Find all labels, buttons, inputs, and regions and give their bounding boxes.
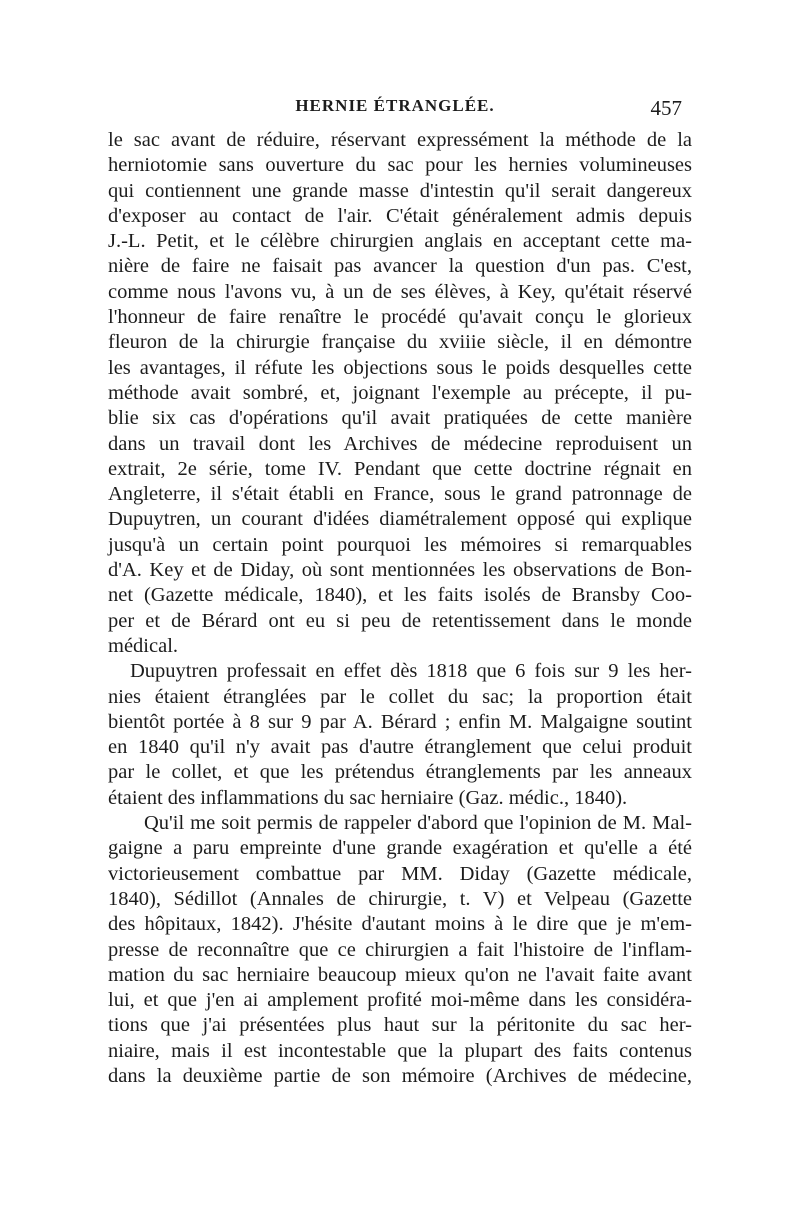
text-line: 1840), Sédillot (Annales de chirurgie, t. V) et Velpeau (Gazette xyxy=(108,887,692,910)
text-line: victorieusement combattue par MM. Diday (Gazette médicale, xyxy=(108,862,692,885)
page-header xyxy=(108,96,682,126)
text-line: qui contiennent une grande masse d'intestin qu'il serait dangereux xyxy=(108,179,692,202)
text-line: d'exposer au contact de l'air. C'était généralement admis depuis xyxy=(108,204,692,227)
text-line: jusqu'à un certain point pourquoi les mémoires si remarquables xyxy=(108,533,692,556)
text-line: extrait, 2e série, tome IV. Pendant que cette doctrine régnait en xyxy=(108,457,692,480)
text-line: J.-L. Petit, et le célèbre chirurgien anglais en acceptant cette ma- xyxy=(108,230,692,253)
text-line: médical. xyxy=(108,634,179,657)
text-line: fleuron de la chirurgie française du xviiie siècle, il en démontre xyxy=(108,331,692,354)
text-line: d'A. Key et de Diday, où sont mentionnées les observations de Bon- xyxy=(108,559,692,582)
body-text xyxy=(108,128,692,1089)
text-line: per et de Bérard ont eu si peu de retentissement dans le monde xyxy=(108,609,692,632)
text-line: niaire, mais il est incontestable que la plupart des faits contenus xyxy=(108,1039,692,1062)
text-line: mation du sac herniaire beaucoup mieux qu'on ne l'avait faite avant xyxy=(108,963,692,986)
text-line: dans la deuxième partie de son mémoire (Archives de médecine, xyxy=(108,1064,692,1087)
text-line: Angleterre, il s'était établi en France, sous le grand patronnage de xyxy=(108,483,692,506)
running-head: HERNIE ÉTRANGLÉE. xyxy=(295,96,495,115)
text-line: Dupuytren, un courant d'idées diamétralement opposé qui explique xyxy=(108,508,692,531)
text-line: Dupuytren professait en effet dès 1818 que 6 fois sur 9 les her- xyxy=(130,660,692,683)
text-line: bientôt portée à 8 sur 9 par A. Bérard ; enfin M. Malgaigne soutint xyxy=(108,710,692,733)
text-line: les avantages, il réfute les objections sous le poids desquelles cette xyxy=(108,356,692,379)
text-line: méthode avait sombré, et, joignant l'exemple au précepte, il pu- xyxy=(108,381,692,404)
text-line: étaient des inflammations du sac herniaire (Gaz. médic., 1840). xyxy=(108,786,628,809)
text-line: des hôpitaux, 1842). J'hésite d'autant moins à le dire que je m'em- xyxy=(108,913,692,936)
text-line: le sac avant de réduire, réservant expressément la méthode de la xyxy=(108,129,692,151)
text-line: dans un travail dont les Archives de médecine reproduisent un xyxy=(108,432,692,455)
text-line: en 1840 qu'il n'y avait pas d'autre étranglement que celui produit xyxy=(108,736,692,759)
text-line: nies étaient étranglées par le collet du sac; la proportion était xyxy=(108,685,692,708)
text-line: herniotomie sans ouverture du sac pour les hernies volumineuses xyxy=(108,154,692,177)
page-number: 457 xyxy=(650,96,682,120)
text-line: lui, et que j'en ai amplement profité moi-même dans les considéra- xyxy=(108,989,692,1012)
text-line: blie six cas d'opérations qu'il avait pratiquées de cette manière xyxy=(108,407,692,430)
text-line: comme nous l'avons vu, à un de ses élèves, à Key, qu'était réservé xyxy=(108,280,692,303)
text-line: l'honneur de faire renaître le procédé qu'avait conçu le glorieux xyxy=(108,306,692,329)
text-line: Qu'il me soit permis de rappeler d'abord que l'opinion de M. Mal- xyxy=(144,812,692,835)
text-line: gaigne a paru empreinte d'une grande exagération et qu'elle a été xyxy=(108,837,692,860)
text-line: tions que j'ai présentées plus haut sur la péritonite du sac her- xyxy=(108,1014,692,1037)
text-line: par le collet, et que les prétendus étranglements par les anneaux xyxy=(108,761,692,784)
text-line: nière de faire ne faisait pas avancer la question d'un pas. C'est, xyxy=(108,255,692,278)
text-line: net (Gazette médicale, 1840), et les faits isolés de Bransby Coo- xyxy=(108,584,692,607)
text-line: presse de reconnaître que ce chirurgien a fait l'histoire de l'inflam- xyxy=(108,938,692,961)
